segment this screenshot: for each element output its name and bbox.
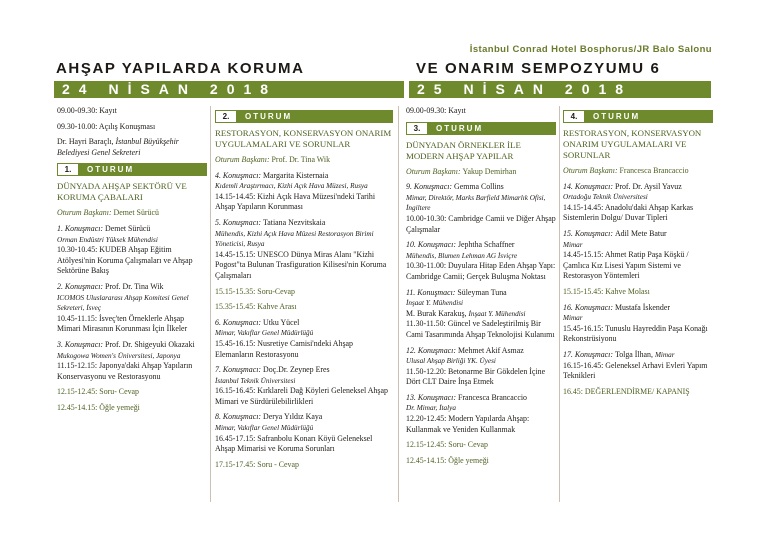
qa-item: 12.15-12.45: Soru- Cevap	[57, 387, 139, 397]
talk-title: 10.00-10.30: Cambridge Camii ve Diğer Ahşap Çalışmalar	[406, 213, 556, 234]
session-header	[215, 110, 393, 123]
talk-title: 16.45-17.15: Safranbolu Konarı Köyü Geleneksel Ahşap Mimarisi ve Koruma Sorunları	[215, 433, 373, 454]
talk-title: 10.45-11.15: İsveç'ten Örneklerle Ahşap Mimari Mirasının Korunması İçin İlkeler	[57, 313, 188, 334]
column-day2-morning	[406, 106, 556, 471]
speaker-label: 5. Konuşmacı:	[215, 217, 263, 227]
session-label: OTURUM	[585, 110, 713, 123]
talk-title: 16.15-16.45: Geleneksel Arhavi Evleri Yapım Teknikleri	[563, 360, 708, 381]
speaker-org: Ulusal Ahşap Birliği YK. Üyesi	[406, 357, 496, 366]
speaker-block	[57, 282, 207, 335]
break-item: 15.15-15.45: Kahve Molası	[563, 286, 650, 296]
session-label: OTURUM	[79, 163, 207, 176]
speaker-name: Jephtha Schaffner	[457, 240, 515, 250]
speaker-name: Gemma Collins	[454, 182, 504, 192]
speaker-org: Ortadoğu Teknik Üniversitesi	[563, 193, 648, 202]
session-title: DÜNYADA AHŞAP SEKTÖRÜ VE KORUMA ÇABALARI	[57, 181, 187, 203]
speaker-label: 14. Konuşmacı:	[563, 181, 615, 191]
chair-label: Oturum Başkanı:	[563, 166, 620, 175]
session-number: 1.	[57, 163, 79, 176]
speaker-block	[406, 393, 556, 435]
session-chair	[563, 166, 713, 177]
chair-label: Oturum Başkanı:	[215, 155, 272, 164]
speaker-org: Mukogowa Women's Üniversitesi, Japonya	[57, 351, 181, 360]
speaker-block	[563, 303, 713, 345]
column-divider	[559, 106, 560, 502]
session-chair	[215, 155, 393, 166]
talk-title: 11.15-12.15: Japonya'daki Ahşap Yapıların Konservasyonu ve Restorasyonu	[57, 361, 193, 381]
speaker-block	[57, 224, 207, 277]
qa-item: 17.15-17.45: Soru - Cevap	[215, 459, 299, 469]
day2-band: 25 NİSAN 2018	[409, 81, 711, 98]
qa-item: 15.15-15.35: Soru-Cevap	[215, 286, 295, 296]
session-header	[57, 163, 207, 176]
speaker-name: Utku Yücel	[263, 317, 300, 327]
schedule-item: 09.00-09.30: Kayıt	[57, 106, 117, 115]
speaker-org: Mimar, Direktör, Marks Barfield Mimarlık Ofisi, İngiltere	[406, 193, 546, 213]
chair-label: Oturum Başkanı:	[57, 208, 114, 218]
session-title: DÜNYADAN ÖRNEKLER İLE MODERN AHŞAP YAPILAR	[406, 139, 521, 161]
speaker-name: Doç.Dr. Zeynep Eres	[263, 365, 330, 375]
talk-title: 14.15-14.45: Kizhi Açık Hava Müzesi'ndeki Tarihi Ahşap Yapıların Korunması	[215, 191, 376, 212]
column-day1-afternoon	[215, 106, 393, 475]
talk-title: 10.30-11.00: Duyulara Hitap Eden Ahşap Yapı: Cambridge Camii; Gerçek Buluşma Noktası	[406, 261, 556, 281]
lunch-item: 12.45-14.15: Öğle yemeği	[57, 402, 140, 412]
speaker-org: Orman Endüstri Yüksek Mühendisi	[57, 235, 158, 244]
schedule-item: 09.00-09.30: Kayıt	[406, 106, 466, 115]
speaker-name: M. Burak Karakuş,	[406, 308, 469, 318]
speaker-label: 2. Konuşmacı:	[57, 281, 105, 291]
speaker-name: Margarita Kisternaia	[263, 170, 329, 180]
talk-title: 11.30-11.50: Güncel ve Sadeleştirilmiş Bir Cami Tasarımında Ahşap Teknolojisi Kulanımı	[406, 319, 555, 339]
chair-name: Francesca Brancaccio	[619, 166, 689, 175]
speaker-label: 11. Konuşmacı:	[406, 287, 458, 297]
speaker-name: Mustafa İskender	[614, 302, 670, 312]
session-label: OTURUM	[428, 122, 556, 135]
speaker-label: 12. Konuşmacı:	[406, 345, 458, 355]
chair-name: Demet Sürücü	[113, 208, 159, 218]
session-title: RESTORASYON, KONSERVASYON ONARIM UYGULAMALARI VE SORUNLAR	[563, 128, 702, 160]
session-header	[563, 110, 713, 123]
speaker-name: Adil Mete Batur	[614, 228, 667, 238]
chair-label: Oturum Başkanı:	[406, 166, 463, 176]
speaker-org: İstanbul Teknik Üniversitesi	[215, 376, 296, 385]
title-left: AHŞAP YAPILARDA KORUMA	[56, 60, 305, 77]
talk-title: 14.45-15.15: Ahmet Ratip Paşa Köşkü / Çamlıca Kız Lisesi Yapım Sistemi ve Restorasyon Yöntemleri	[563, 250, 689, 281]
talk-title: 11.50-12.20: Betonarme Bir Gökdelen İçine Dört CLT Daire İnşa Etmek	[406, 366, 546, 387]
speaker-label: 16. Konuşmacı:	[563, 302, 615, 312]
speaker-label: 1. Konuşmacı:	[57, 223, 105, 233]
speaker-block	[406, 240, 556, 282]
speaker-label: 13. Konuşmacı:	[406, 392, 458, 402]
speaker-name: Prof. Dr. Shigeyuki Okazaki	[105, 339, 195, 349]
speaker-org: Mühendis, Blumen Lehman AG İsviçre	[406, 251, 518, 260]
speaker-block	[215, 171, 393, 213]
speaker-label: 6. Konuşmacı:	[215, 317, 263, 327]
speaker-org: Mimar	[563, 240, 583, 249]
speaker-label: 10. Konuşmacı:	[406, 240, 458, 250]
speaker-org: Mimar, Vakıflar Genel Müdürlüğü	[215, 329, 314, 338]
speaker-org: Mühendis, Kizhi Açık Hava Müzesi Restorasyon Birimi Yöneticisi, Rusya	[215, 229, 374, 249]
speaker-name: Mehmet Akif Asmaz	[457, 345, 524, 355]
speaker-label: 15. Konuşmacı:	[563, 228, 615, 238]
speaker-label: 3. Konuşmacı:	[57, 339, 105, 349]
speaker-block	[215, 412, 393, 454]
speaker-org: İstanbul Büyükşehir Belediyesi Genel Sekreteri	[57, 137, 179, 157]
day1-band: 24 NİSAN 2018	[54, 81, 404, 98]
speaker-org: Mimar	[654, 350, 675, 359]
talk-title: 12.20-12.45: Modern Yapılarda Ahşap: Kullanmak ve Yeniden Kullanmak	[406, 414, 530, 434]
speaker-block	[215, 365, 393, 407]
speaker-block	[563, 229, 713, 282]
speaker-label: 7. Konuşmacı:	[215, 365, 263, 375]
speaker-org: ICOMOS Uluslararası Ahşap Komitesi Genel Sekreteri, İsveç	[57, 293, 189, 313]
speaker-name: Derya Yıldız Kaya	[263, 412, 323, 422]
speaker-name: Tolga İlhan,	[614, 349, 655, 359]
speaker-name: Süleyman Tuna	[457, 287, 507, 297]
break-item: 15.35-15.45: Kahve Arası	[215, 302, 297, 312]
chair-name: Prof. Dr. Tina Wik	[271, 155, 331, 164]
speaker-org: İnşaat Y. Mühendisi	[406, 299, 464, 308]
speaker-label: 17. Konuşmacı:	[563, 349, 615, 359]
speaker-name: Francesca Brancaccio	[457, 392, 527, 402]
chair-name: Yakup Demirhan	[462, 166, 517, 176]
schedule-item: 09.30-10.00: Açılış Konuşması	[57, 121, 156, 131]
column-day2-afternoon	[563, 106, 713, 402]
talk-title: 15.45-16.15: Nusretiye Camisi'ndeki Ahşap Elemanların Restorasyonu	[215, 338, 353, 359]
talk-title: 10.30-10.45: KUDEB Ahşap Eğitim Atölyesi'nin Koruma Çalışmaları ve Ahşap Sektörüne Bakış	[57, 245, 193, 276]
speaker-block	[563, 350, 713, 382]
speaker-label: 8. Konuşmacı:	[215, 412, 263, 422]
speaker-org: Dr. Mimar, İtalya	[406, 404, 456, 413]
title-right: VE ONARIM SEMPOZYUMU 6	[416, 60, 661, 77]
speaker-name: Demet Sürücü	[105, 223, 151, 233]
closing-item: 16.45: DEĞERLENDİRME/ KAPANIŞ	[563, 386, 690, 396]
session-chair	[406, 167, 556, 178]
speaker-name: Prof. Dr. Tina Wik	[105, 281, 164, 291]
session-label: OTURUM	[237, 110, 393, 123]
column-day1-morning	[57, 106, 207, 418]
session-number: 3.	[406, 122, 428, 135]
speaker-block	[215, 318, 393, 360]
speaker-block	[57, 340, 207, 382]
speaker-name: Dr. Hayri Baraçlı,	[57, 137, 116, 147]
column-divider	[398, 106, 399, 502]
talk-title: 14.45-15.15: UNESCO Dünya Miras Alanı "Kizhi Pogost"ta Bulunan Trasfiguration Kilisesi'nin Koruma Çalışmaları	[215, 249, 387, 280]
speaker-org: İnşaat Y. Mühendisi	[468, 309, 526, 318]
speaker-block	[563, 182, 713, 224]
speaker-block	[215, 218, 393, 282]
session-number: 4.	[563, 110, 585, 123]
venue-label: İstanbul Conrad Hotel Bosphorus/JR Balo Salonu	[469, 44, 712, 55]
speaker-block	[57, 137, 207, 158]
talk-title: 15.45-16.15: Tunuslu Hayreddin Paşa Konağı Rekonstrüsiyonu	[563, 323, 708, 344]
speaker-org: Mimar, Vakıflar Genel Müdürlüğü	[215, 424, 314, 433]
speaker-block	[406, 288, 556, 341]
session-title: RESTORASYON, KONSERVASYON ONARIM UYGULAMALARI VE SORUNLAR	[215, 128, 392, 149]
speaker-org: Mimar	[563, 314, 583, 323]
session-chair	[57, 208, 207, 219]
speaker-name: Tatiana Nezvitskaia	[263, 217, 326, 227]
session-header	[406, 122, 556, 135]
talk-title: 16.15-16.45: Kırklareli Dağ Köyleri Geleneksel Ahşap Mimari ve Sürdürülebilirlikleri	[215, 386, 388, 406]
speaker-org: Kıdemli Araştırmacı, Kizhi Açık Hava Müzesi, Rusya	[215, 182, 368, 191]
qa-item: 12.15-12.45: Soru- Cevap	[406, 440, 488, 450]
speaker-name: Prof. Dr. Aysil Yavuz	[614, 181, 682, 191]
talk-title: 14.15-14.45: Anadolu'daki Ahşap Karkas Sistemlerin Dolgu/ Duvar Tipleri	[563, 202, 694, 223]
column-divider	[210, 106, 211, 502]
session-number: 2.	[215, 110, 237, 123]
speaker-block	[406, 182, 556, 235]
lunch-item: 12.45-14.15: Öğle yemeği	[406, 455, 489, 465]
speaker-block	[406, 346, 556, 388]
speaker-label: 4. Konuşmacı:	[215, 170, 263, 180]
speaker-label: 9. Konuşmacı:	[406, 182, 454, 192]
